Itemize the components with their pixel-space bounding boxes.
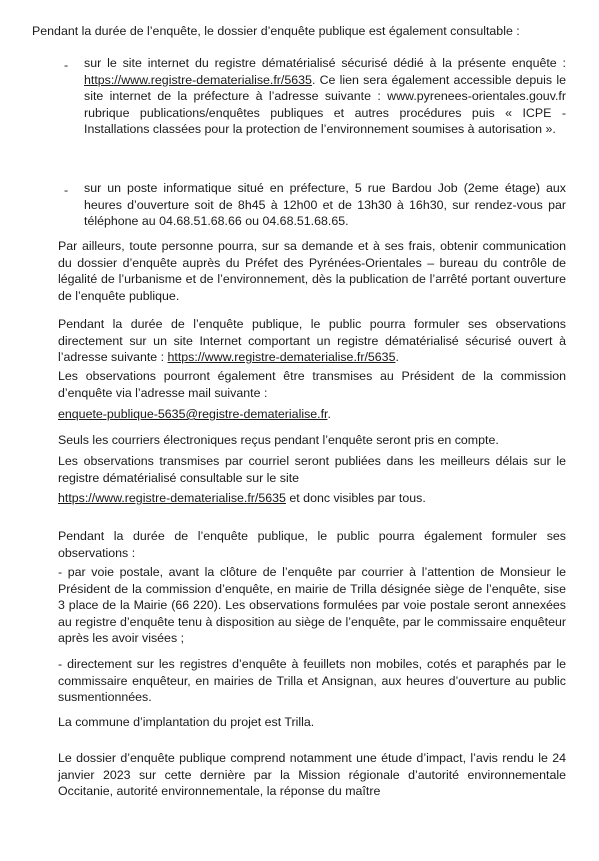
- site-line: [58, 490, 566, 507]
- registre-link[interactable]: https://www.registre-dematerialise.fr/5635: [167, 350, 396, 365]
- bullet-site-text-a: sur le site internet du registre dématérialisé sécurisé dédié à la présente enquête :: [84, 56, 566, 70]
- item-registres-enquete: - directement sur les registres d’enquête à feuillets non mobiles, cotés et paraphés par le commissaire enquêteur, en mairies de Trilla et Ansignan, aux heures d’ouverture au public susmentionnées.: [58, 657, 566, 705]
- paragraph-egalement: Pendant la durée de l’enquête publique, le public pourra également formuler ses observations :: [58, 529, 566, 560]
- email-line: [58, 406, 566, 423]
- bullet-poste-informatique: sur un poste informatique situé en préfecture, 5 rue Bardou Job (2eme étage) aux heures d’ouverture soit de 8h45 à 12h00 et de 13h30 à 16h30, sur rendez-vous par téléphone au 04.68.51.68.66 ou 04.68.51.68.65.: [84, 181, 566, 229]
- site-line-text: et donc visibles par tous.: [285, 491, 426, 505]
- paragraph-president-commission: Les observations pourront également être transmises au Président de la commission d’enquête via l’adresse mail suivante :: [58, 369, 566, 400]
- item-voie-postale: - par voie postale, avant la clôture de l’enquête par courrier à l’attention de Monsieur le Président de la commission d’enquête, en mairie de Trilla désignée siège de l’enquête, sise 3 place de la Mairie (66 220). Les observations formulées par voie postale seront annexées au registre d’enquête tenu à disposition au siège de l’enquête, par le commissaire enquêteur après les avoir visées ;: [58, 565, 566, 646]
- registre-link[interactable]: https://www.registre-dematerialise.fr/5635: [84, 72, 312, 87]
- paragraph-observations-site: [58, 316, 566, 366]
- registre-link[interactable]: https://www.registre-dematerialise.fr/5635: [58, 491, 286, 505]
- email-end: .: [327, 407, 331, 421]
- bullet-site-internet: [84, 55, 566, 138]
- intro-paragraph: Pendant la durée de l’enquête, le dossier d’enquête publique est également consultable :: [32, 24, 520, 38]
- paragraph-dossier: Le dossier d’enquête publique comprend notamment une étude d’impact, l’avis rendu le 24 janvier 2023 sur cette dernière par la Mission régionale d’autorité environnementale Occitanie, autorité environnementale, la réponse du maître: [58, 751, 566, 799]
- paragraph-observations-transmises: Les observations transmises par courriel seront publiées dans les meilleurs délais sur le registre dématérialisé consultable sur le site: [58, 454, 566, 485]
- bullet-site-text-b: . Ce lien sera également accessible depuis le site internet de la préfecture à l’adresse suivante : www.pyrenees-orientales.gouv.fr rubrique publications/enquêtes publiques et autres procédures puis « ICPE - Installations classées pour la protection de l’environnement soumises à autorisation ».: [84, 72, 566, 137]
- email-link[interactable]: enquete-publique-5635@registre-dematerialise.fr: [58, 407, 328, 421]
- paragraph-seuls-courriers: Seuls les courriers électroniques reçus pendant l’enquête seront pris en compte.: [58, 433, 499, 447]
- observations-text-b: .: [395, 350, 399, 365]
- observations-text-a: Pendant la durée de l’enquête publique, le public pourra formuler ses observations directement sur un site Internet comportant un registre dématérialisé sécurisé ouvert à l’adresse suivante :: [58, 317, 566, 365]
- paragraph-par-ailleurs: Par ailleurs, toute personne pourra, sur sa demande et à ses frais, obtenir communication du dossier d’enquête auprès du Préfet des Pyrénées-Orientales – bureau du contrôle de légalité de l’urbanisme et de l’environnement, dès la publication de l’arrêté portant ouverture de l’enquête publique.: [58, 239, 566, 303]
- bullet-dash: -: [64, 183, 69, 197]
- paragraph-commune: La commune d’implantation du projet est Trilla.: [58, 715, 315, 729]
- bullet-dash: -: [64, 58, 69, 72]
